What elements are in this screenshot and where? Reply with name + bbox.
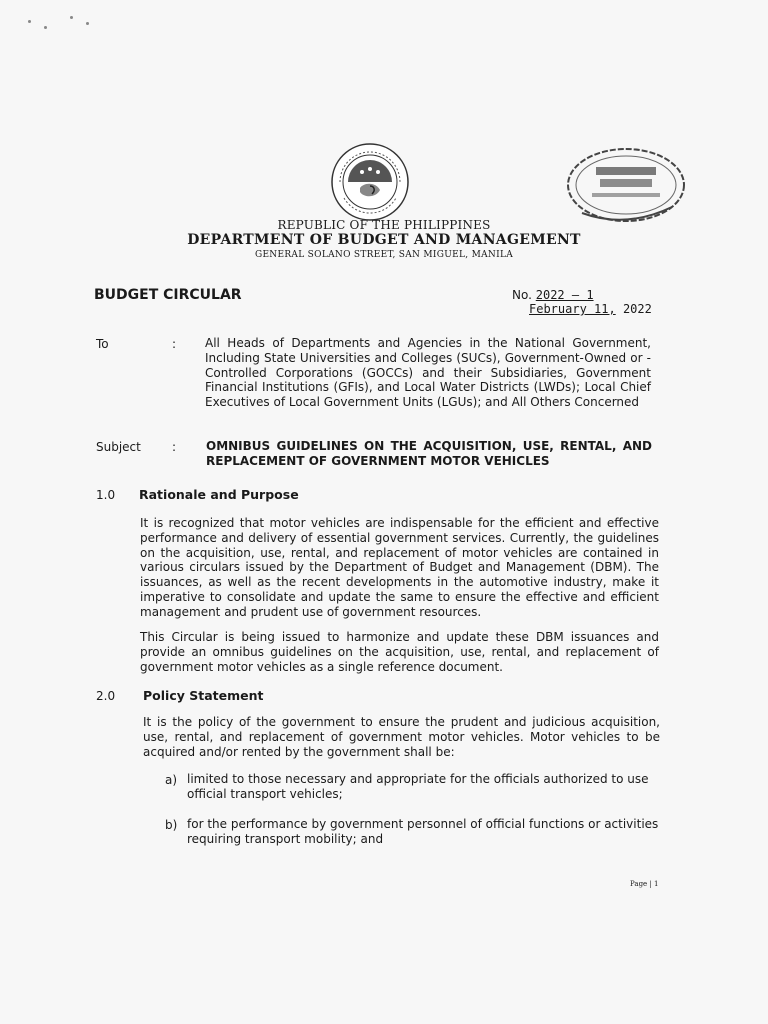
subject-text: OMNIBUS GUIDELINES ON THE ACQUISITION, USE, RENTAL, AND REPLACEMENT OF GOVERNMENT MOTOR VEHICLES [206,439,652,468]
subject-colon: : [172,440,177,454]
list-item-text: for the performance by government personnel of official functions or activities requiring transport mobility; and [187,817,659,846]
scan-speck [28,20,31,23]
official-release-stamp [562,143,690,227]
department-name: DEPARTMENT OF BUDGET AND MANAGEMENT [187,232,581,248]
scan-speck [70,16,73,19]
circular-title: BUDGET CIRCULAR [94,287,242,303]
subject-label: Subject [96,440,141,454]
circular-date [529,302,652,316]
section-number: 2.0 [96,689,116,703]
circular-number-prefix: No. [512,288,532,302]
section-paragraph: This Circular is being issued to harmonize and update these DBM issuances and provide an omnibus guidelines on the acquisition, use, rental, and replacement of government motor vehicles as a single reference document. [140,630,659,674]
to-addressees: All Heads of Departments and Agencies in the National Government, Including State Universities and Colleges (SUCs), Government-Owned or -Controlled Corporations (GOCCs) and their Subsidiaries, Government Financial Institutions (GFIs), and Local Water Districts (LWDs); Local Chief Executives of Local Government Units (LGUs); and All Others Concerned [205,336,651,410]
page-number: Page | 1 [630,880,659,888]
department-address: GENERAL SOLANO STREET, SAN MIGUEL, MANILA [254,250,514,260]
circular-date-year: 2022 [622,302,652,316]
list-item-letter: b) [165,818,178,832]
scan-speck [86,22,89,25]
section-paragraph: It is the policy of the government to ensure the prudent and judicious acquisition, use, rental, and replacement of government motor vehicles. Motor vehicles to be acquired and/or rented by the government shall be: [143,715,660,759]
to-label: To [96,337,109,351]
scan-speck [44,26,47,29]
republic-line: REPUBLIC OF THE PHILIPPINES [277,218,491,232]
to-colon: : [172,337,177,351]
section-number: 1.0 [96,488,116,502]
section-title: Policy Statement [143,688,264,703]
circular-number [512,288,594,302]
dbm-seal-logo [330,142,410,222]
section-title: Rationale and Purpose [139,487,299,502]
circular-date-month-day: February 11, [529,302,616,316]
circular-number-value: 2022 – 1 [535,288,594,302]
list-item-letter: a) [165,773,178,787]
list-item-text: limited to those necessary and appropriate for the officials authorized to use official transport vehicles; [187,772,649,801]
section-paragraph: It is recognized that motor vehicles are indispensable for the efficient and effective performance and delivery of essential government services. Currently, the guidelines on the acquisition, use, rental, and replacement of motor vehicles are contained in various circulars issued by the Department of Budget and Management (DBM). The issuances, as well as the recent developments in the automotive industry, make it imperative to consolidate and update the same to ensure the effective and efficient management and prudent use of government resources. [140,516,659,619]
